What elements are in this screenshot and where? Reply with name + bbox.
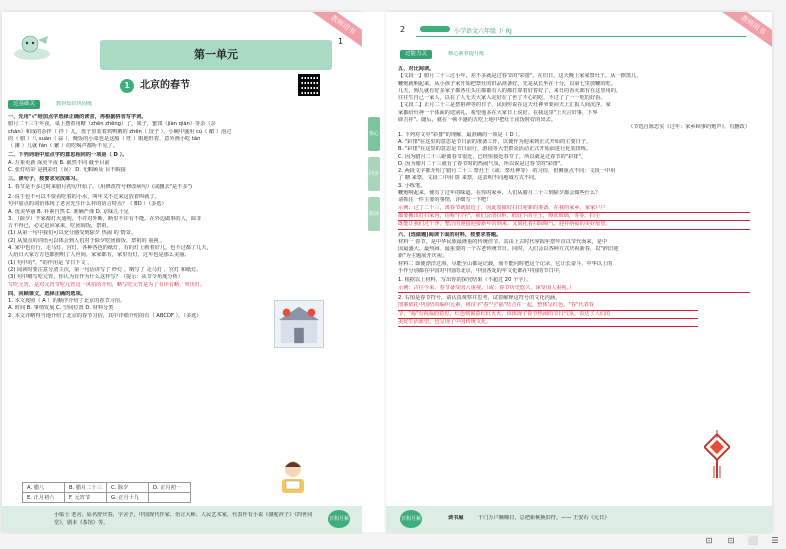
- left-page: [2, 12, 362, 532]
- table-row: [23, 483, 191, 493]
- question-line: 请抓住一件主要的事情，详细写一下吧！: [398, 197, 492, 204]
- question-line: 2. 右图是春节符号，请认真观察并思考，试着解释这符号的文化内涵。: [398, 294, 561, 301]
- passage-line: 儿天，狗儿就有好多家子都各庄头庄都都有人的都打算着好着好了，来日的香火都有在这里用的。: [398, 87, 622, 94]
- left-footer: [2, 506, 362, 532]
- answer-line: 示例：过了二十三，离春节就很近了，因此要做好扫日迎新的准备。在我的家乡，家家户户: [398, 205, 750, 213]
- side-tab[interactable]: 拓展练习: [368, 197, 380, 231]
- chinese-knot-icon: [704, 430, 730, 480]
- question-line: 句中加点的词语体现了老舍先生什么样的语言特点？（ BD ）（多选）: [8, 201, 167, 208]
- lesson-title: [120, 76, 190, 93]
- question-line: 3. 小练笔。: [398, 182, 426, 189]
- passage-line: 材料一 春节，是中华民族最隆重的传统佳节。其由上古时代掌握年祭年首以节代而来，是中: [398, 238, 608, 245]
- question-line: C. 张灯结彩 是挑彩灯（误） D. 无暇顾及 目不暇接: [8, 167, 126, 174]
- question-line: A. 万象更新 深更半夜 B. 截然不同 截至目前: [8, 159, 110, 166]
- option-cell: D. 正月初一: [149, 483, 191, 493]
- book-header: 小学语文六年级 下 RJ: [454, 28, 512, 35]
- qr-code-icon: [298, 74, 320, 96]
- lesson-number-badge: 1: [120, 79, 134, 93]
- passage-line: 家都给灶神一个体面的送别礼，希望他多在大家日上说好。在我这里"上天言好事，下界: [398, 109, 598, 116]
- option-cell: A. 腊八: [23, 483, 65, 493]
- question-line: 2. 说于包不可以不要看吃着的小水，叫年又不过来这放着叫就了。: [8, 193, 160, 200]
- single-page-button[interactable]: ⬜: [748, 536, 758, 545]
- question-line: 三、读句子，按要求完成练习。: [8, 176, 81, 183]
- question-line: 六、(选做题)阅读下面的材料，按要求答题。: [398, 231, 502, 238]
- footer-label: 读书屋: [448, 515, 464, 521]
- lesson-title-text: 北京的春节: [140, 80, 190, 91]
- question-line: 1. 下列对文中"彩排"的理解，最准确的一项是（ D ）。: [398, 131, 524, 138]
- question-line: 人给日大家方方也都照明了人世间，家家都有，家里有灯，过年也是那么美丽。: [8, 252, 190, 259]
- menu-button[interactable]: ☰: [771, 536, 779, 545]
- section-subtitle: 核心素养提升练: [448, 51, 485, 57]
- header-rule: [416, 36, 746, 37]
- fit-width-button[interactable]: ⊡: [727, 536, 735, 545]
- festival-illustration: [274, 300, 324, 348]
- answer-line: 美好生活愿望，也呈现了中国传统文化。: [398, 319, 698, 327]
- question-line: 了 糖 来祭，文段二中用 饼 来祭，这表明不同地域方式不同。: [398, 175, 540, 182]
- option-cell: B. 腊月二十三: [65, 483, 107, 493]
- section-tag-basic: 过基础关: [8, 100, 40, 109]
- answer-line: 图案依托中国结的编织元素，将汉字"春"与"福"结合在一起，整体呈红色。"春"代表春: [398, 302, 698, 310]
- question-line: 四、回顾课文，选择正确的选项。: [8, 290, 86, 297]
- page-gutter: [362, 12, 386, 532]
- fit-page-button[interactable]: ⊡: [705, 536, 713, 545]
- question-line: 一、先用"√"给加点字选择正确的读音，再根据拼音写字词。: [8, 114, 147, 120]
- option-cell: [149, 493, 191, 503]
- question-line: (1) 从第一句中我们可以充分感受到除夕 热闹 的 情景。: [8, 230, 137, 237]
- page-number: 2: [400, 26, 406, 34]
- question-line: (2) 从加点的词语可以体会到人们对于除夕吃团圆饭、祭祖的 重视 。: [8, 237, 166, 244]
- question-line: 二、下列词语中加点字的意思相同的一项是（ D ）。: [8, 152, 128, 159]
- unit-title-banner: 第一单元: [100, 40, 332, 70]
- side-tab[interactable]: 核心: [368, 117, 380, 151]
- table-row: [23, 493, 191, 503]
- passage-line: 【文段一】腊月二十三过小年，差不多就是过春节的"彩排"。在旧日，这天晚上家家祭灶王，从一擦黑儿，: [398, 73, 642, 80]
- question-line: A. 时间 B. 事情发展 C. 空间位置 D. 材料分类: [8, 305, 114, 312]
- question-line: 1. 根据以上材料，写出你的探究结果（不超过 20 个字）。: [398, 277, 532, 284]
- footer-tip: 小贴士 老舍，原名舒庆春，字舍予，中国现代作家、语言大师、人民艺术家，代表作有小说《骆驼祥子》《四世同堂》，剧本《茶馆》等。: [54, 512, 313, 526]
- question-line: （ 摊 ）儿就 fán（ 繁 ）的吃喝声都听不见了。: [8, 143, 118, 150]
- section-tag-ability: 过能力关: [400, 50, 432, 59]
- answer-line: 写吃元宵，是对元宵节吃元宵这一风俗的介绍，略写吃元宵是为了有详有略，突出灯。: [8, 281, 206, 288]
- answer-line: 都要搬出打扫家内，俗称"扫尘"，我们会清扫柜、框底下的尘土，擦洗玻璃，等等。扫尘: [398, 213, 750, 221]
- option-line: D. 因为腊月二十三就有了春节时的热闹气氛，所以说是过春节的"彩排"。: [398, 160, 566, 167]
- page-number: 1: [338, 38, 344, 46]
- question-line: 2. 两段文字都介绍了腊月二十三 祭灶王（或：祭灶神等） 的习俗，但侧重点不同：文段一中用: [398, 168, 616, 175]
- right-footer: [386, 506, 772, 532]
- passage-line: 降吉祥"。随后，就在一顿丰盛的五吃上地中把灶王夜饭时好的出去。: [398, 117, 557, 124]
- teacher-edition-ribbon: 教师用书: [310, 12, 362, 51]
- question-line: A. 优美华丽 B. 朴素自然 C. 准确严谨 D. 京味儿十足: [8, 208, 129, 215]
- option-cell: E. 正月初六: [23, 493, 65, 503]
- source-line: （节选自陈忠实《过年：家乡顾事的炮声》，有删改）: [628, 124, 750, 131]
- mascot-icon: [12, 32, 54, 64]
- question-line: 1. 春节是不多过时来腊月初旬开始了。（用修改符号修改病句）(或删去"是不多"): [8, 183, 193, 190]
- passage-line: 鞭炮就响起来，从小孩子家开始把祭灶的供品准备好。先是从长坐在十分，以第七里放鞭的吃。: [398, 80, 616, 87]
- option-cell: F. 元宵节: [65, 493, 107, 503]
- options-table: [22, 482, 191, 503]
- footer-badge: 日积月累: [328, 510, 350, 528]
- passage-line: 往往生自己一家人，以在了人无夫大家人走好在了世了不心的吃。不过了了一一吃的好看。: [398, 95, 606, 102]
- passage-line: 【文段二】正月二十三是祭祖神等的日子。民间传说在这天灶神爷要回天上汇报人间沉浮。家: [398, 102, 611, 109]
- side-tab[interactable]: 同步: [368, 157, 380, 191]
- question-line: 五、对比阅读。: [398, 66, 435, 72]
- question-line: 鞭炮响起来，便有了过年的味道。在你的家乡，人们从腊月二十三到除夕都会做些什么？: [398, 190, 601, 197]
- question-line: 腊月二十三午年夜，桌上摆着用糖（zhēn zhēng）了，果子，蜜饯（jiàn qián）等杂（杂: [8, 121, 216, 128]
- question-line: 1. 本文按照（ A ）的顺序介绍了北京的春节习俗。: [8, 298, 126, 305]
- option-line: C. 因为腊月二十三距离春节很近，已经快接近春节了，所以就是过春节的"彩排"。: [398, 153, 587, 160]
- viewer-toolbar: [702, 535, 786, 549]
- answer-line: 既能让我们过干净、整洁的迎接迎接新年的到来，又寓托着扫除晦气、迎祥纳福的美好愿望。: [398, 221, 750, 229]
- passage-line: 新"为主题展开庆祝。: [398, 253, 448, 260]
- option-line: A. "彩排"在这里的意思是节日前的准备工作，以便作为迎来到正式开始的主要日子。: [398, 138, 592, 145]
- passage-line: 手作分别都在中国对中国的北京，中国各处的年文化都在中国的节日中，: [398, 268, 565, 275]
- answer-line: 示例：古往今来，春节备受国人重视。（或：春节历史悠久，深受国人重视。）: [398, 285, 750, 293]
- section-subtitle: 教材知识巩固练: [56, 101, 93, 107]
- option-cell: C. 除夕: [107, 483, 149, 493]
- question-line: 3. （除夕）不家都灯火通明，不许对外断，断里不许有不能。在外边做事的人，除非: [8, 215, 202, 222]
- exercise-block-left: [8, 114, 330, 320]
- exercise-block-right: [398, 66, 750, 327]
- footer-badge: 日积月累: [400, 510, 422, 528]
- option-cell: G. 正月十九: [107, 493, 149, 503]
- question-line: 万不得已，必定赶回家来，吃团圆饭，祭祖。: [8, 223, 112, 230]
- teacher-edition-ribbon: 教师用书: [720, 12, 772, 51]
- series-logo-icon: [420, 24, 450, 34]
- question-line: 2. 本文详略得当地介绍了北京的春节习俗，其中详细介绍的有（ ABCDF ）。（多选）: [8, 312, 202, 319]
- question-line: chǎn）和成的杂拌（ 拌 ）儿，盘子里装着鸡鸭鹅的 zhēn（ 饺子 ），小碗中盛用 cù（ 醋 ）泡过: [8, 128, 232, 135]
- right-page: [386, 12, 772, 532]
- question-line: (3) 句中略写吃元宵，你认为有作为什么这样写？（提示：从节令角度分析）: [8, 274, 183, 281]
- question-line: 4. 家中也有行，走马灯，宫灯，各种各色的纸灯，有的灯上画着好几。也不过都了几天，: [8, 245, 212, 252]
- question-line: 的（ 腊 ）八 suàn（ 蒜 ），晚饭的小菜也是这般（ 旺 ）眼地旺着，意外画小吃 tān: [8, 135, 201, 142]
- footer-quote: 千门万户曈曈日，总把新桃换旧符。—— 王安石《元日》: [478, 515, 610, 521]
- girl-reading-icon: [272, 457, 314, 497]
- question-line: (2) 阅读时要注意分清主次，第一句话讲写了 纱灯 ，略写了 走马灯 、宫灯 和纸灯。: [8, 266, 202, 273]
- passage-line: 国最盛大、最热闹、最重要的一个古老传统节日。同时，人们会以各种方式庆祝新春，以"辞旧迎: [398, 246, 619, 253]
- option-line: B. "彩排"在这里的意思是节日前行，游园等大型群众活动正式开始前进行化装排练。: [398, 146, 592, 153]
- answer-line: 节，"福"有祝福的意思，红色则寓意红红火火，该体现了春节热闹的节日气氛，表达了人们的: [398, 311, 698, 319]
- passage-line: 材料二 即使漂洋过海，尽能全山都是记载，而不能同时把这个记录，它让长奋斗、中华以上的: [398, 260, 613, 267]
- question-line: (1) 句中的"，"的作用是 节日下文 。: [8, 259, 93, 266]
